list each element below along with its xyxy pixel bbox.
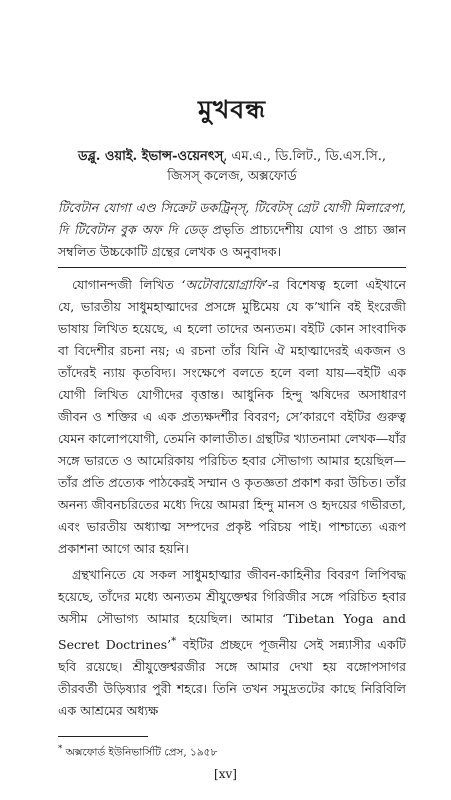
book-title-tibetan-yoga: ‘Tibetan Yoga and Secret Doctrines’ — [58, 611, 406, 653]
paragraph-1 — [58, 274, 406, 560]
footnote-marker: * — [171, 635, 177, 647]
book-title-autobiography: ‘অটোবায়োগ্রাফি’ — [181, 277, 269, 292]
section-divider — [58, 267, 406, 268]
footnote-mark: * — [58, 744, 63, 755]
author-intro — [58, 197, 406, 263]
footnote — [58, 741, 406, 761]
paragraph-1-lead: যোগানন্দজী লিখিত — [72, 277, 182, 292]
paragraph-2-text-cont: বইটির প্রচ্ছদে পূজনীয় সেই সন্ন্যাসীর একটি ছবি রয়েছে। শ্রীযুক্তেশ্বরজীর সঙ্গে আমার দেখা হয় বঙ্গোপসাগর তীরবর্তী উড়িষ্যার পুরী শহরে। তিনি তখন সমুদ্রতটের কাছে নিরিবিলি এক আশ্রমের অধ্যক্ষ — [58, 637, 406, 719]
paragraph-1-text: -র বিশেষত্ব হলো এইখানে যে, ভারতীয় সাধুমহাত্মাদের প্রসঙ্গে মুষ্টিমেয় যে ক’খানি বই ইংরেজী ভাষায় লিখিত হয়েছে, এ হলো তাদের অন্যতম। বইটি কোন সাংবাদিক বা বিদেশীর রচনা নয়; এ রচনা তাঁর যিনি ঐ মহাত্মাদেরই একজন ও তাঁদেরই ন্যায় কৃতবিদ্য। সংক্ষেপে বলতে হলে বলা যায়—বইটি এক যোগী লিখিত যোগীদের বৃত্তান্ত। আধুনিক হিন্দু ঋষিদের অসাধারণ জীবন ও শক্তির এ এক প্রত্যক্ষদর্শীর বিবরণ; সে’কারণে বইটির গুরুত্ব যেমন কালোপযোগী, তেমনি কালাতীত। গ্রন্থটির খ্যাতনামা লেখক—যাঁর সঙ্গে ভারতে ও আমেরিকায় পরিচিত হবার সৌভাগ্য আমার হয়েছিল—তাঁর প্রতি প্রত্যেক পাঠকেরই সম্মান ও কৃতজ্ঞতা প্রকাশ করা উচিত। তাঁর অনন্য জীবনচরিতের মধ্যে দিয়ে আমরা হিন্দু মানস ও হৃদয়ের গভীরতা, এবং ভারতীয় অধ্যাত্ম সম্পদের প্রকৃষ্ট পরিচয় পাই। পাশ্চাত্যে এরূপ প্রকাশনা আগে আর হয়নি। — [58, 277, 406, 556]
footnote-divider — [58, 736, 148, 737]
paragraph-2 — [58, 564, 406, 722]
paragraph-2-text: গ্রন্থখানিতে যে সকল সাধুমহাত্মার জীবন-কাহিনীর বিবরণ লিপিবদ্ধ হয়েছে, তাঁদের মধ্যে অন্যতম শ্রীযুক্তেশ্বর গিরিজীর সঙ্গে পরিচিত হবার অসীম সৌভাগ্য আমার হয়েছিল। আমার — [58, 567, 406, 626]
author-degrees: , এম.এ., ডি.লিট., ডি.এস.সি., — [223, 149, 386, 164]
author-affiliation: জিসস্‌ কলেজ, অক্সফোর্ড — [167, 169, 297, 184]
page-number: [xv] — [214, 767, 237, 781]
author-name: ডব্লু. ওয়াই. ইভান্স-ওয়েনৎস্ — [78, 149, 224, 164]
page-body — [58, 90, 406, 761]
author-intro-text: প্রভৃতি প্রাচ্যদেশীয় যোগ ও প্রাচ্য জ্ঞান সম্বলিত উচ্চকোটি গ্রন্থের লেখক ও অনুবাদক। — [58, 222, 406, 259]
author-line — [58, 147, 406, 167]
page-title: মুখবন্ধ — [197, 95, 266, 124]
footnote-text: অক্সফোর্ড ইউনিভার্সিটি প্রেস, ১৯৫৮ — [62, 746, 218, 759]
author-books: টিবেটান যোগা এণ্ড সিক্রেট ডকট্রিন্স্‌, টিবেটস্‌ গ্রেট যোগী মিলারেপা, দি টিবেটান বুক অফ দি ডেড্‌ — [58, 200, 406, 237]
